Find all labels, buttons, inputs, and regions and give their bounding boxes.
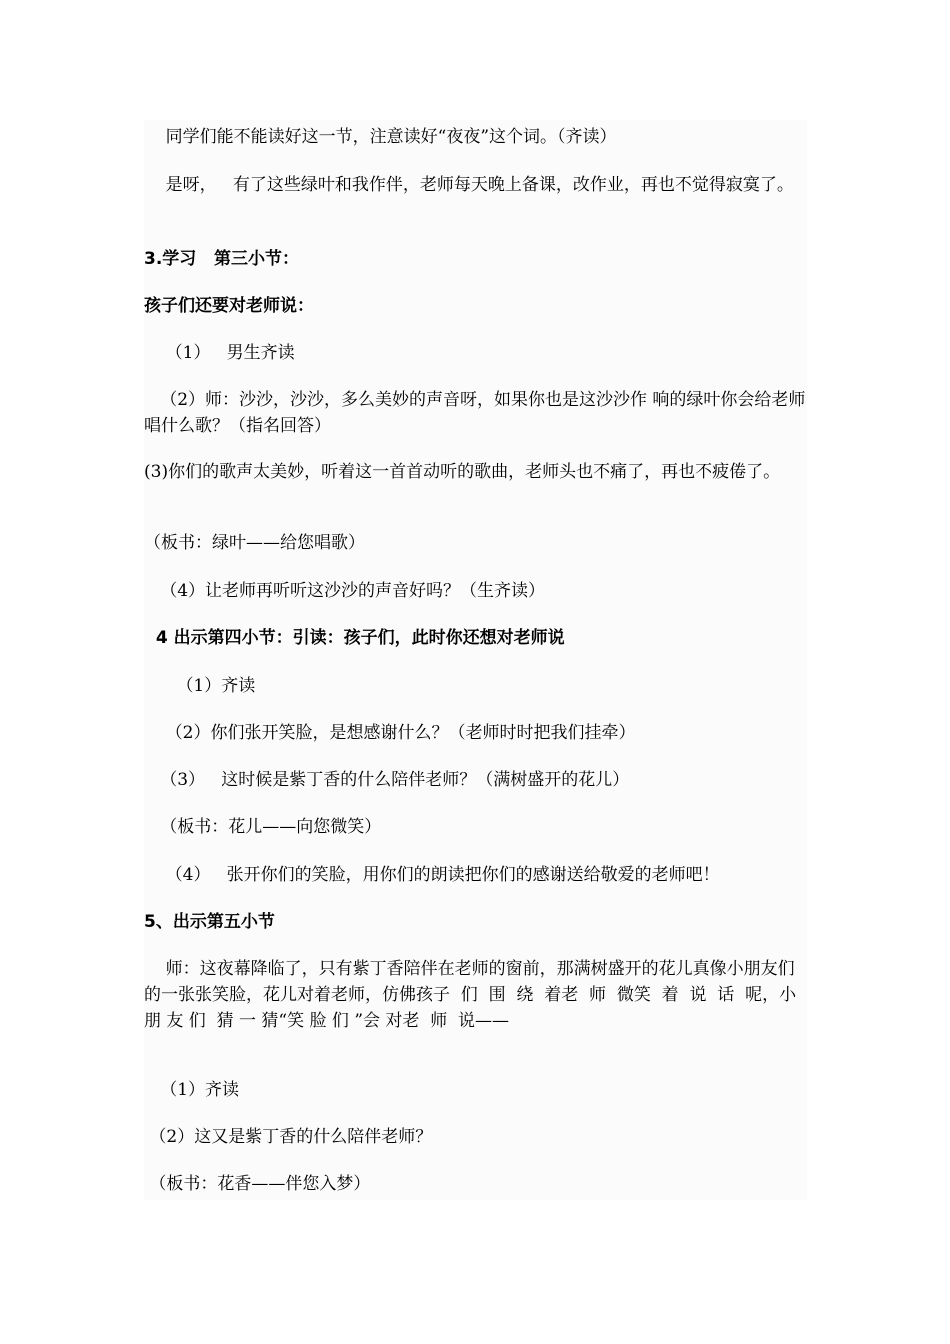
paragraph-send-thanks: （4） 张开你们的笑脸，用你们的朗读把你们的感谢送给敬爱的老师吧！	[144, 865, 720, 885]
page-background	[144, 120, 807, 1200]
paragraph-lilac-accompany: （3） 这时候是紫丁香的什么陪伴老师？（满树盛开的花儿）	[144, 770, 630, 790]
paragraph-read-night: 同学们能不能读好这一节，注意读好“夜夜”这个词。（齐读）	[144, 127, 617, 147]
board-note-leaves: （板书：绿叶——给您唱歌）	[144, 533, 365, 553]
paragraph-listen-again: （4）让老师再听听这沙沙的声音好吗？（生齐读）	[144, 581, 546, 601]
paragraph-rustling-sound: （2）师：沙沙，沙沙，多么美妙的声音呀，如果你也是这沙沙作 响的绿叶你会给老师唱什么歌？（指名回答）	[144, 390, 806, 436]
paragraph-read-together-1: （1）齐读	[144, 676, 256, 696]
paragraph-green-leaves: 是呀， 有了这些绿叶和我作伴，老师每天晚上备课，改作业，再也不觉得寂寞了。	[144, 175, 794, 195]
paragraph-night-falls: 师：这夜幕降临了，只有紫丁香陪伴在老师的窗前，那满树盛开的花儿真像小朋友们的一张张笑脸，花儿对着老师，仿佛孩子 们 围 绕 着老 师 微笑 着 说 话 呢，小 朋 友 们 猜 一 猜“笑 脸 们 ”会 对老 师 说——	[144, 959, 802, 1031]
board-note-flowers: （板书：花儿——向您微笑）	[144, 817, 382, 837]
heading-section-5: 5、出示第五小节	[144, 912, 275, 932]
heading-section-3: 3.学习 第三小节：	[144, 249, 300, 269]
paragraph-boys-read: （1） 男生齐读	[144, 343, 295, 363]
heading-children-say: 孩子们还要对老师说：	[144, 296, 314, 316]
paragraph-lilac-fragrance: （2）这又是紫丁香的什么陪伴老师？	[144, 1127, 433, 1147]
paragraph-read-together-2: （1）齐读	[144, 1080, 240, 1100]
heading-section-4: 4 出示第四小节：引读：孩子们，此时你还想对老师说	[144, 628, 565, 648]
board-note-fragrance: （板书：花香——伴您入梦）	[144, 1174, 371, 1194]
paragraph-songs-beautiful: (3)你们的歌声太美妙，听着这一首首动听的歌曲，老师头也不痛了，再也不疲倦了。	[144, 462, 781, 482]
paragraph-smiling-faces: （2）你们张开笑脸，是想感谢什么？（老师时时把我们挂牵）	[144, 723, 636, 743]
